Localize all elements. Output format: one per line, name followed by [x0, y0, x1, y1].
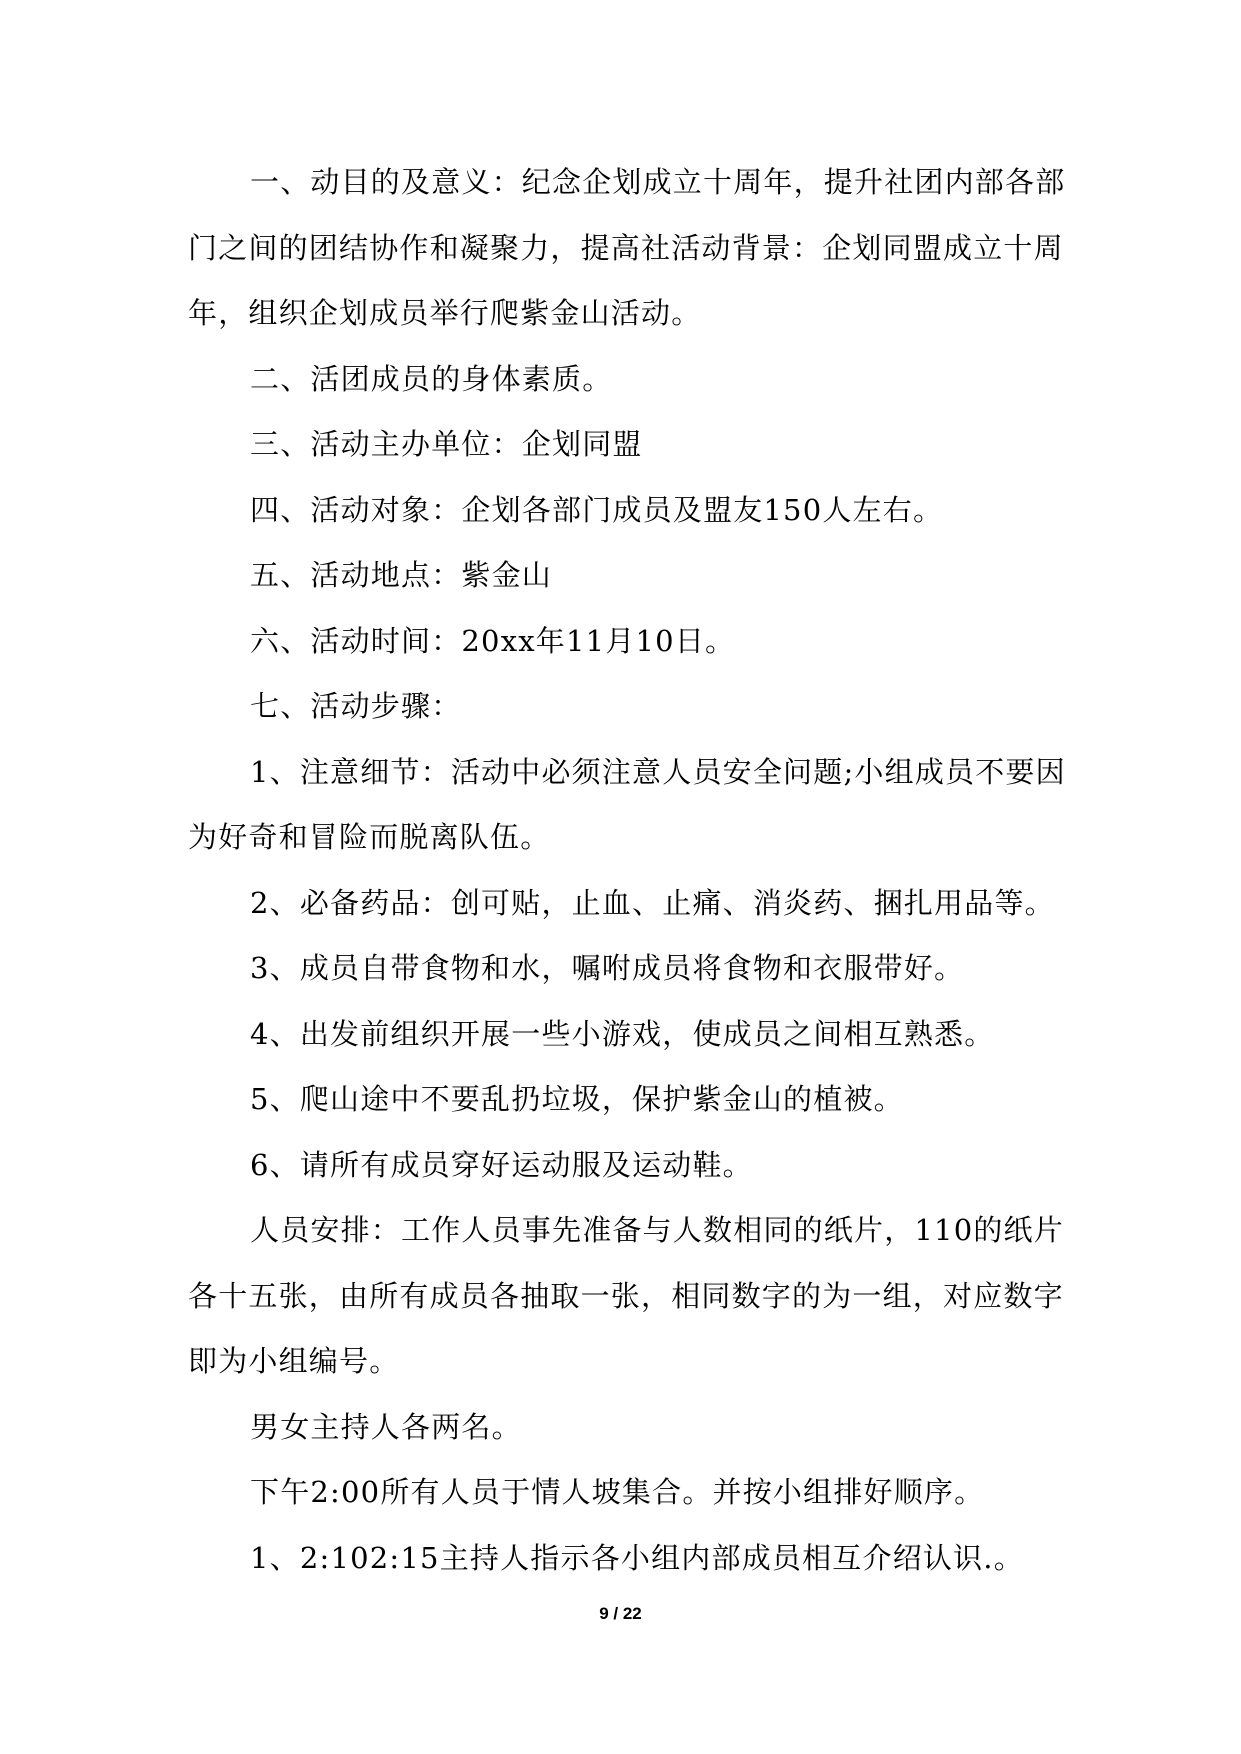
paragraph-staffing: 人员安排：工作人员事先准备与人数相同的纸片，110的纸片各十五张，由所有成员各抽取一张，相同数字的为一组，对应数字即为小组编号。	[188, 1213, 1064, 1378]
paragraph-member-fitness: 二、活团成员的身体素质。	[250, 361, 613, 396]
paragraph-step-3: 3、成员自带食物和水，嘱咐成员将食物和衣服带好。	[250, 951, 965, 985]
document-body	[188, 150, 1068, 1591]
paragraph-schedule-1: 1、2:102:15主持人指示各小组内部成员相互介绍认识.。	[250, 1540, 1024, 1575]
paragraph-hosts: 男女主持人各两名。	[250, 1409, 522, 1444]
paragraph-steps-heading: 七、活动步骤：	[250, 689, 462, 723]
paragraph-purpose: 一、动目的及意义：纪念企划成立十周年，提升社团内部各部门之间的团结协作和凝聚力，提高社活动背景：企划同盟成立十周年，组织企划成员举行爬紫金山活动。	[188, 165, 1066, 330]
paragraph-step-4: 4、出发前组织开展一些小游戏，使成员之间相互熟悉。	[250, 1016, 995, 1051]
paragraph-step-5: 5、爬山途中不要乱扔垃圾，保护紫金山的植被。	[250, 1082, 904, 1116]
paragraph-step-1: 1、注意细节：活动中必须注意人员安全问题;小组成员不要因为好奇和冒险而脱离队伍。	[188, 754, 1066, 854]
page-number: 9 / 22	[599, 1604, 642, 1623]
paragraph-organizer: 三、活动主办单位：企划同盟	[250, 427, 643, 461]
paragraph-assembly: 下午2:00所有人员于情人坡集合。并按小组排好顺序。	[250, 1475, 985, 1509]
paragraph-time: 六、活动时间：20xx年11月10日。	[250, 623, 736, 658]
paragraph-participants: 四、活动对象：企划各部门成员及盟友150人左右。	[250, 492, 944, 527]
paragraph-step-6: 6、请所有成员穿好运动服及运动鞋。	[250, 1147, 753, 1182]
paragraph-step-2: 2、必备药品：创可贴，止血、止痛、消炎药、捆扎用品等。	[250, 885, 1055, 920]
paragraph-location: 五、活动地点：紫金山	[250, 558, 553, 592]
